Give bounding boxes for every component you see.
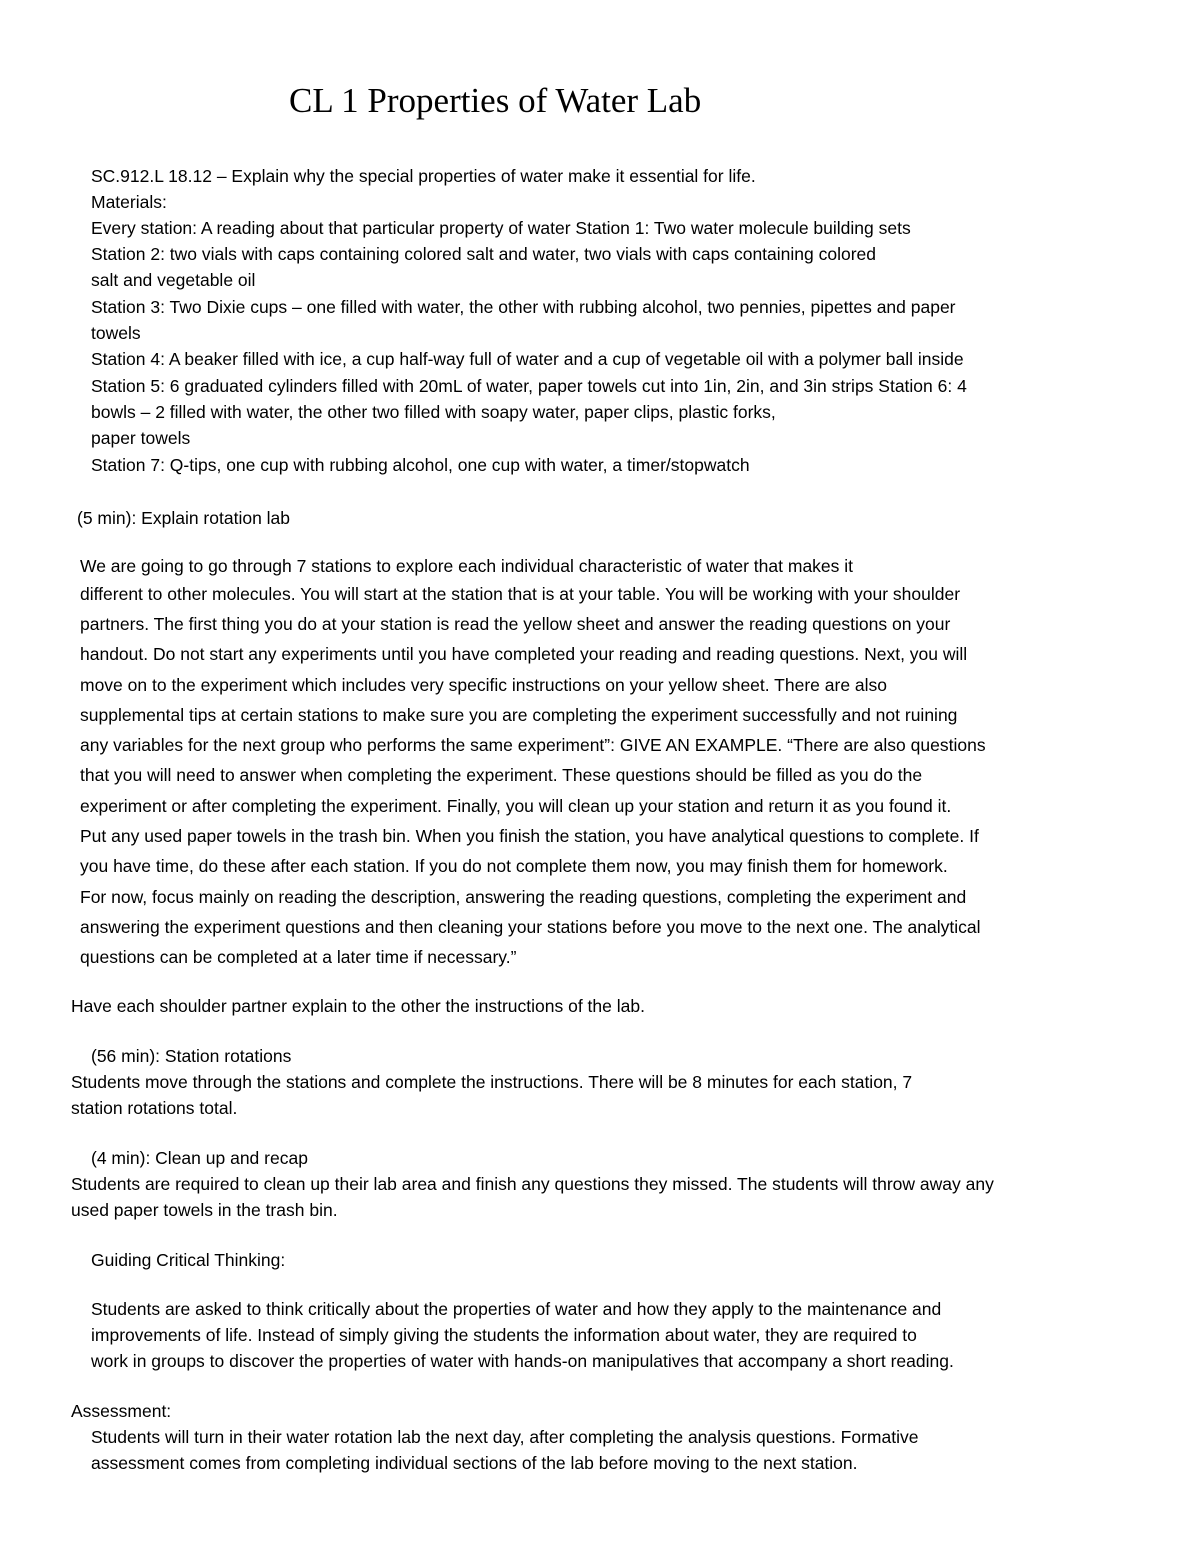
rotation-heading: (5 min): Explain rotation lab [77, 508, 291, 528]
rotation-line: We are going to go through 7 stations to explore each individual characteristic of water that makes it [80, 556, 854, 576]
rotation-line: Put any used paper towels in the trash bin. When you finish the station, you have analytical questions to complete. If [80, 826, 979, 846]
rotation-line: For now, focus mainly on reading the description, answering the reading questions, completing the experiment and [80, 887, 967, 907]
rotation-line: supplemental tips at certain stations to make sure you are completing the experiment successfully and not ruining [80, 705, 958, 725]
cleanup-heading: (4 min): Clean up and recap [91, 1148, 308, 1168]
cleanup-line: used paper towels in the trash bin. [71, 1200, 338, 1220]
materials-line: Station 4: A beaker filled with ice, a cup half-way full of water and a cup of vegetable oil with a polymer ball inside [91, 349, 964, 369]
rotation-line: any variables for the next group who performs the same experiment”: GIVE AN EXAMPLE. “There are also questions [80, 735, 986, 755]
materials-line: Station 3: Two Dixie cups – one filled with water, the other with rubbing alcohol, two pennies, pipettes and paper [91, 297, 956, 317]
assessment-line: Students will turn in their water rotation lab the next day, after completing the analysis questions. Formative [91, 1427, 919, 1447]
station-line: Students move through the stations and complete the instructions. There will be 8 minutes for each station, 7 [71, 1072, 913, 1092]
materials-line: Station 5: 6 graduated cylinders filled with 20mL of water, paper towels cut into 1in, 2in, and 3in strips Station 6: 4 [91, 376, 967, 396]
materials-line: Station 7: Q-tips, one cup with rubbing alcohol, one cup with water, a timer/stopwatch [91, 455, 750, 475]
cleanup-line: Students are required to clean up their lab area and finish any questions they missed. The students will throw away any [71, 1174, 994, 1194]
materials-line: towels [91, 323, 141, 343]
materials-line: salt and vegetable oil [91, 270, 256, 290]
shoulder-partner-text: Have each shoulder partner explain to the other the instructions of the lab. [71, 996, 645, 1016]
materials-line: bowls – 2 filled with water, the other two filled with soapy water, paper clips, plastic forks, [91, 402, 776, 422]
guiding-line: work in groups to discover the properties of water with hands-on manipulatives that accompany a short reading. [91, 1351, 954, 1371]
station-line: station rotations total. [71, 1098, 238, 1118]
guiding-line: Students are asked to think critically about the properties of water and how they apply to the maintenance and [91, 1299, 942, 1319]
rotation-line: partners. The first thing you do at your station is read the yellow sheet and answer the reading questions on your [80, 614, 951, 634]
assessment-heading: Assessment: [71, 1401, 172, 1421]
rotation-line: questions can be completed at a later time if necessary.” [80, 947, 517, 967]
rotation-line: that you will need to answer when completing the experiment. These questions should be filled as you do the [80, 765, 923, 785]
materials-line: Every station: A reading about that particular property of water Station 1: Two water molecule building sets [91, 218, 911, 238]
materials-line: Station 2: two vials with caps containing colored salt and water, two vials with caps containing colored [91, 244, 877, 264]
rotation-line: move on to the experiment which includes very specific instructions on your yellow sheet. There are also [80, 675, 888, 695]
rotation-line: different to other molecules. You will start at the station that is at your table. You will be working with your shoulder [80, 584, 961, 604]
materials-line: paper towels [91, 428, 191, 448]
guiding-heading: Guiding Critical Thinking: [91, 1250, 286, 1270]
rotation-line: you have time, do these after each station. If you do not complete them now, you may finish them for homework. [80, 856, 948, 876]
station-heading: (56 min): Station rotations [91, 1046, 292, 1066]
guiding-line: improvements of life. Instead of simply giving the students the information about water, they are required to [91, 1325, 917, 1345]
rotation-line: handout. Do not start any experiments until you have completed your reading and reading questions. Next, you will [80, 644, 968, 664]
assessment-line: assessment comes from completing individual sections of the lab before moving to the next station. [91, 1453, 858, 1473]
rotation-line: experiment or after completing the experiment. Finally, you will clean up your station and return it as you found it. [80, 796, 952, 816]
standard-text: SC.912.L 18.12 – Explain why the special properties of water make it essential for life. [91, 166, 756, 186]
materials-heading: Materials: [91, 192, 167, 212]
rotation-line: answering the experiment questions and then cleaning your stations before you move to the next one. The analytical [80, 917, 981, 937]
page-title: CL 1 Properties of Water Lab [289, 81, 702, 120]
